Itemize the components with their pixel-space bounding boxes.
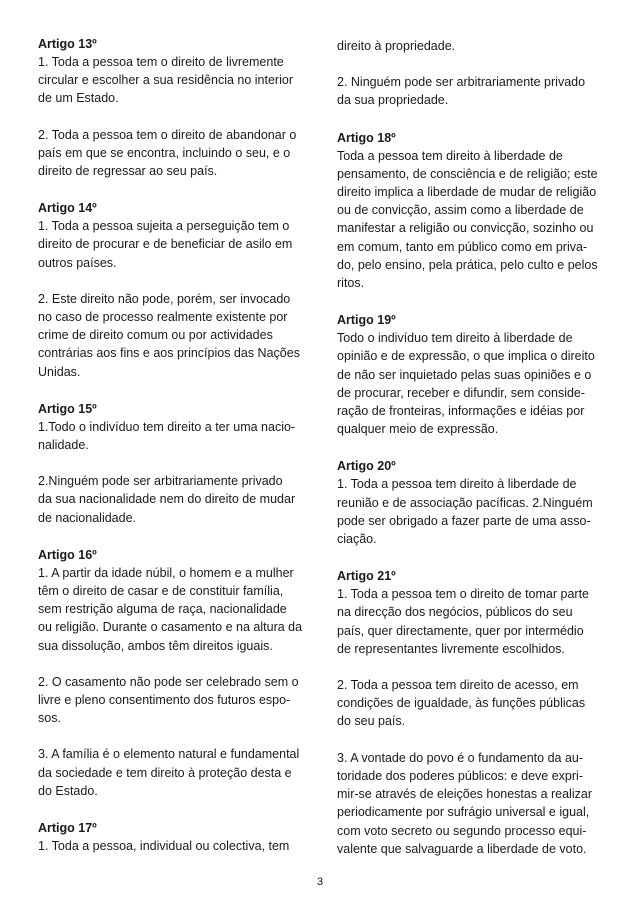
article-paragraph: 1. A partir da idade núbil, o homem e a mulher têm o direito de casar e de constituir família, sem restrição alguma de raça, nacionalidade ou religião. Durante o casamento e na altura da sua dissolução, ambos têm direitos iguais.	[38, 565, 303, 653]
article-paragraph: 1. Toda a pessoa tem o direito de livremente circular e escolher a sua residência no interior de um Estado.	[38, 55, 293, 106]
article-paragraph: 3. A vontade do povo é o fundamento da au- toridade dos poderes públicos: e deve expri- mir-se através de eleições honestas a realizar periodicamente por sufrágio universal e igual, com voto secreto ou segundo processo equi- valente que salvaguarde a liberdade de voto.	[337, 750, 592, 856]
article-heading: Artigo 14º	[38, 201, 97, 216]
article-paragraph: direito à propriedade.	[337, 39, 456, 53]
article-heading: Artigo 13º	[38, 37, 97, 51]
article-heading: Artigo 18º	[337, 130, 396, 145]
article-paragraph: Toda a pessoa tem direito à liberdade de pensamento, de consciência e de religião; este direito implica a liberdade de mudar de religião ou de convicção, assim como a liberdade de manifestar a religião ou convicção, sozinho ou em comum, tanto em público como em priva- do, pelo ensino, pela prática, pelo culto e pelos ritos.	[337, 148, 598, 291]
article-15	[38, 401, 310, 527]
article-17-continued	[337, 37, 609, 110]
article-paragraph: 2. Toda a pessoa tem o direito de abandonar o país em que se encontra, incluindo o seu, e o direito de regressar ao seu país.	[38, 127, 297, 179]
article-paragraph: 2.Ninguém pode ser arbitrariamente privado da sua nacionalidade nem do direito de mudar de nacionalidade.	[38, 474, 296, 525]
article-paragraph: 2. O casamento não pode ser celebrado sem o livre e pleno consentimento dos futuros espo- sos.	[38, 674, 299, 726]
article-paragraph: 3. A família é o elemento natural e fundamental da sociedade e tem direito à proteção desta e do Estado.	[38, 747, 300, 798]
article-13	[38, 36, 310, 180]
article-paragraph: 1. Toda a pessoa tem direito à liberdade de reunião e de associação pacíficas. 2.Ninguém pode ser obrigado a fazer parte de uma asso- ciação.	[337, 477, 593, 547]
article-paragraph: 1. Toda a pessoa sujeita a perseguição tem o direito de procurar e de beneficiar de asilo em outros países.	[38, 219, 293, 270]
article-16	[38, 547, 310, 800]
article-18	[337, 130, 609, 293]
article-paragraph: 1. Toda a pessoa, individual ou colectiva, tem	[38, 839, 290, 854]
article-heading: Artigo 20º	[337, 459, 396, 474]
article-paragraph: Todo o indivíduo tem direito à liberdade de opinião e de expressão, o que implica o direito de não ser inquietado pelas suas opiniões e o de procurar, receber e difundir, sem conside- ração de fronteiras, informações e idéias por qualquer meio de expressão.	[337, 331, 595, 437]
right-column	[337, 37, 609, 878]
article-paragraph: 2. Este direito não pode, porém, ser invocado no caso de processo realmente existente por crime de direito comum ou por actividades contrárias aos fins e aos princípios das Nações Unidas.	[38, 291, 300, 379]
page-number: 3	[316, 876, 324, 888]
article-21	[337, 568, 609, 858]
article-heading: Artigo 15º	[38, 401, 97, 416]
article-heading: Artigo 19º	[337, 313, 396, 328]
article-paragraph: 2. Ninguém pode ser arbitrariamente privado da sua propriedade.	[337, 75, 586, 108]
article-14	[38, 200, 310, 381]
article-paragraph: 1. Toda a pessoa tem o direito de tomar parte na direcção dos negócios, públicos do seu país, quer directamente, quer por intermédio de representantes livremente escolhidos.	[337, 587, 590, 656]
article-17	[38, 820, 310, 855]
article-paragraph: 1.Todo o indivíduo tem direito a ter uma nacio- nalidade.	[38, 419, 296, 453]
article-paragraph: 2. Toda a pessoa tem direito de acesso, em condições de igualdade, às funções públicas do seu país.	[337, 678, 586, 729]
article-20	[337, 458, 609, 548]
left-column	[38, 36, 310, 875]
article-heading: Artigo 16º	[38, 547, 97, 562]
article-heading: Artigo 17º	[38, 821, 97, 836]
article-19	[337, 312, 609, 438]
article-heading: Artigo 21º	[337, 569, 396, 584]
